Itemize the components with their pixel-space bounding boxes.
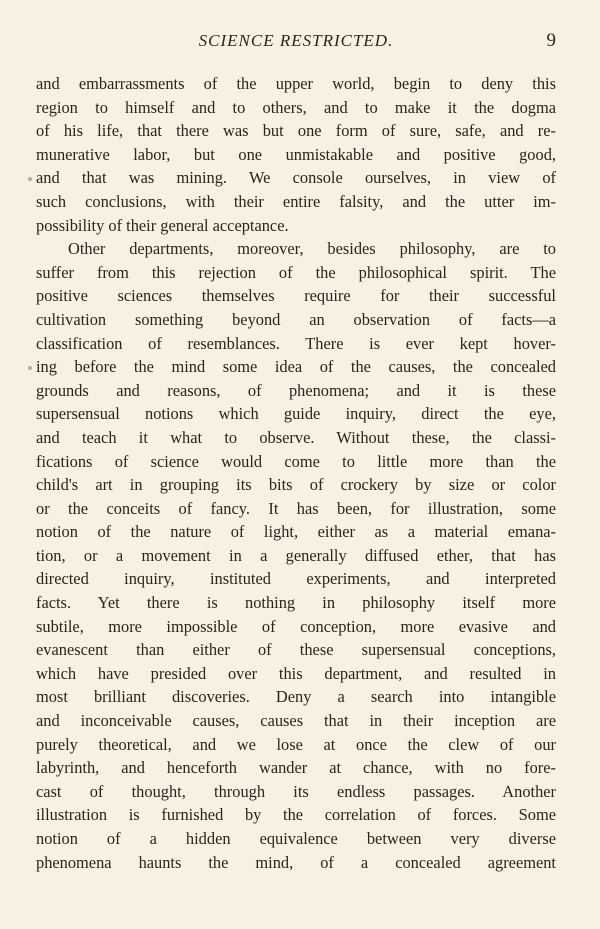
- text-line: cultivation something beyond an observation of facts—a: [36, 309, 556, 329]
- text-line: facts. Yet there is nothing in philosophy itself more: [36, 593, 556, 613]
- paper-speck: [28, 177, 32, 181]
- paper-speck: [28, 366, 32, 370]
- text-line: grounds and reasons, of phenomena; and it is these: [36, 380, 556, 400]
- text-line: fications of science would come to little more than the: [36, 451, 556, 471]
- body-text: [36, 72, 556, 874]
- text-line: or the conceits of fancy. It has been, for illustration, some: [36, 498, 556, 518]
- text-line: labyrinth, and henceforth wander at chance, with no fore-: [36, 758, 556, 778]
- text-line: illustration is furnished by the correlation of forces. Some: [36, 805, 556, 825]
- text-line: and embarrassments of the upper world, begin to deny this: [36, 74, 556, 93]
- text-line: and that was mining. We console ourselves, in view of: [36, 168, 556, 188]
- text-line: suffer from this rejection of the philosophical spirit. The: [36, 262, 556, 282]
- text-line: region to himself and to others, and to make it the dogma: [36, 97, 556, 117]
- text-line: and inconceivable causes, causes that in their inception are: [36, 711, 556, 731]
- text-line: and teach it what to observe. Without these, the classi-: [36, 427, 556, 447]
- text-line: of his life, that there was but one form of sure, safe, and re-: [36, 121, 556, 141]
- text-line: ing before the mind some idea of the causes, the concealed: [36, 357, 556, 377]
- text-line: supersensual notions which guide inquiry, direct the eye,: [36, 404, 556, 424]
- text-line: phenomena haunts the mind, of a concealed agreement: [36, 852, 556, 872]
- text-line: notion of a hidden equivalence between very diverse: [36, 829, 556, 848]
- text-line: directed inquiry, instituted experiments, and interpreted: [36, 569, 556, 589]
- running-head: [36, 28, 556, 54]
- text-line: cast of thought, through its endless passages. Another: [36, 781, 556, 801]
- running-head-title: SCIENCE RESTRICTED.: [198, 31, 394, 50]
- paragraph-end-line: possibility of their general acceptance.: [36, 215, 289, 235]
- text-line: munerative labor, but one unmistakable and positive good,: [36, 144, 556, 164]
- text-line: positive sciences themselves require for their successful: [36, 286, 556, 306]
- text-line: notion of the nature of light, either as a material emana-: [36, 522, 556, 542]
- text-line: purely theoretical, and we lose at once the clew of our: [36, 734, 556, 754]
- text-line: most brilliant discoveries. Deny a search into intangible: [36, 687, 556, 707]
- page-number: 9: [546, 30, 556, 51]
- text-line: tion, or a movement in a generally diffused ether, that has: [36, 545, 556, 565]
- text-line: which have presided over this department, and resulted in: [36, 663, 556, 683]
- text-line: subtile, more impossible of conception, more evasive and: [36, 616, 556, 636]
- text-line: evanescent than either of these supersensual conceptions,: [36, 640, 556, 660]
- paragraph-start-line: Other departments, moreover, besides philosophy, are to: [68, 239, 556, 259]
- text-line: classification of resemblances. There is ever kept hover-: [36, 333, 556, 353]
- text-line: child's art in grouping its bits of crockery by size or color: [36, 475, 556, 495]
- text-line: such conclusions, with their entire falsity, and the utter im-: [36, 191, 556, 211]
